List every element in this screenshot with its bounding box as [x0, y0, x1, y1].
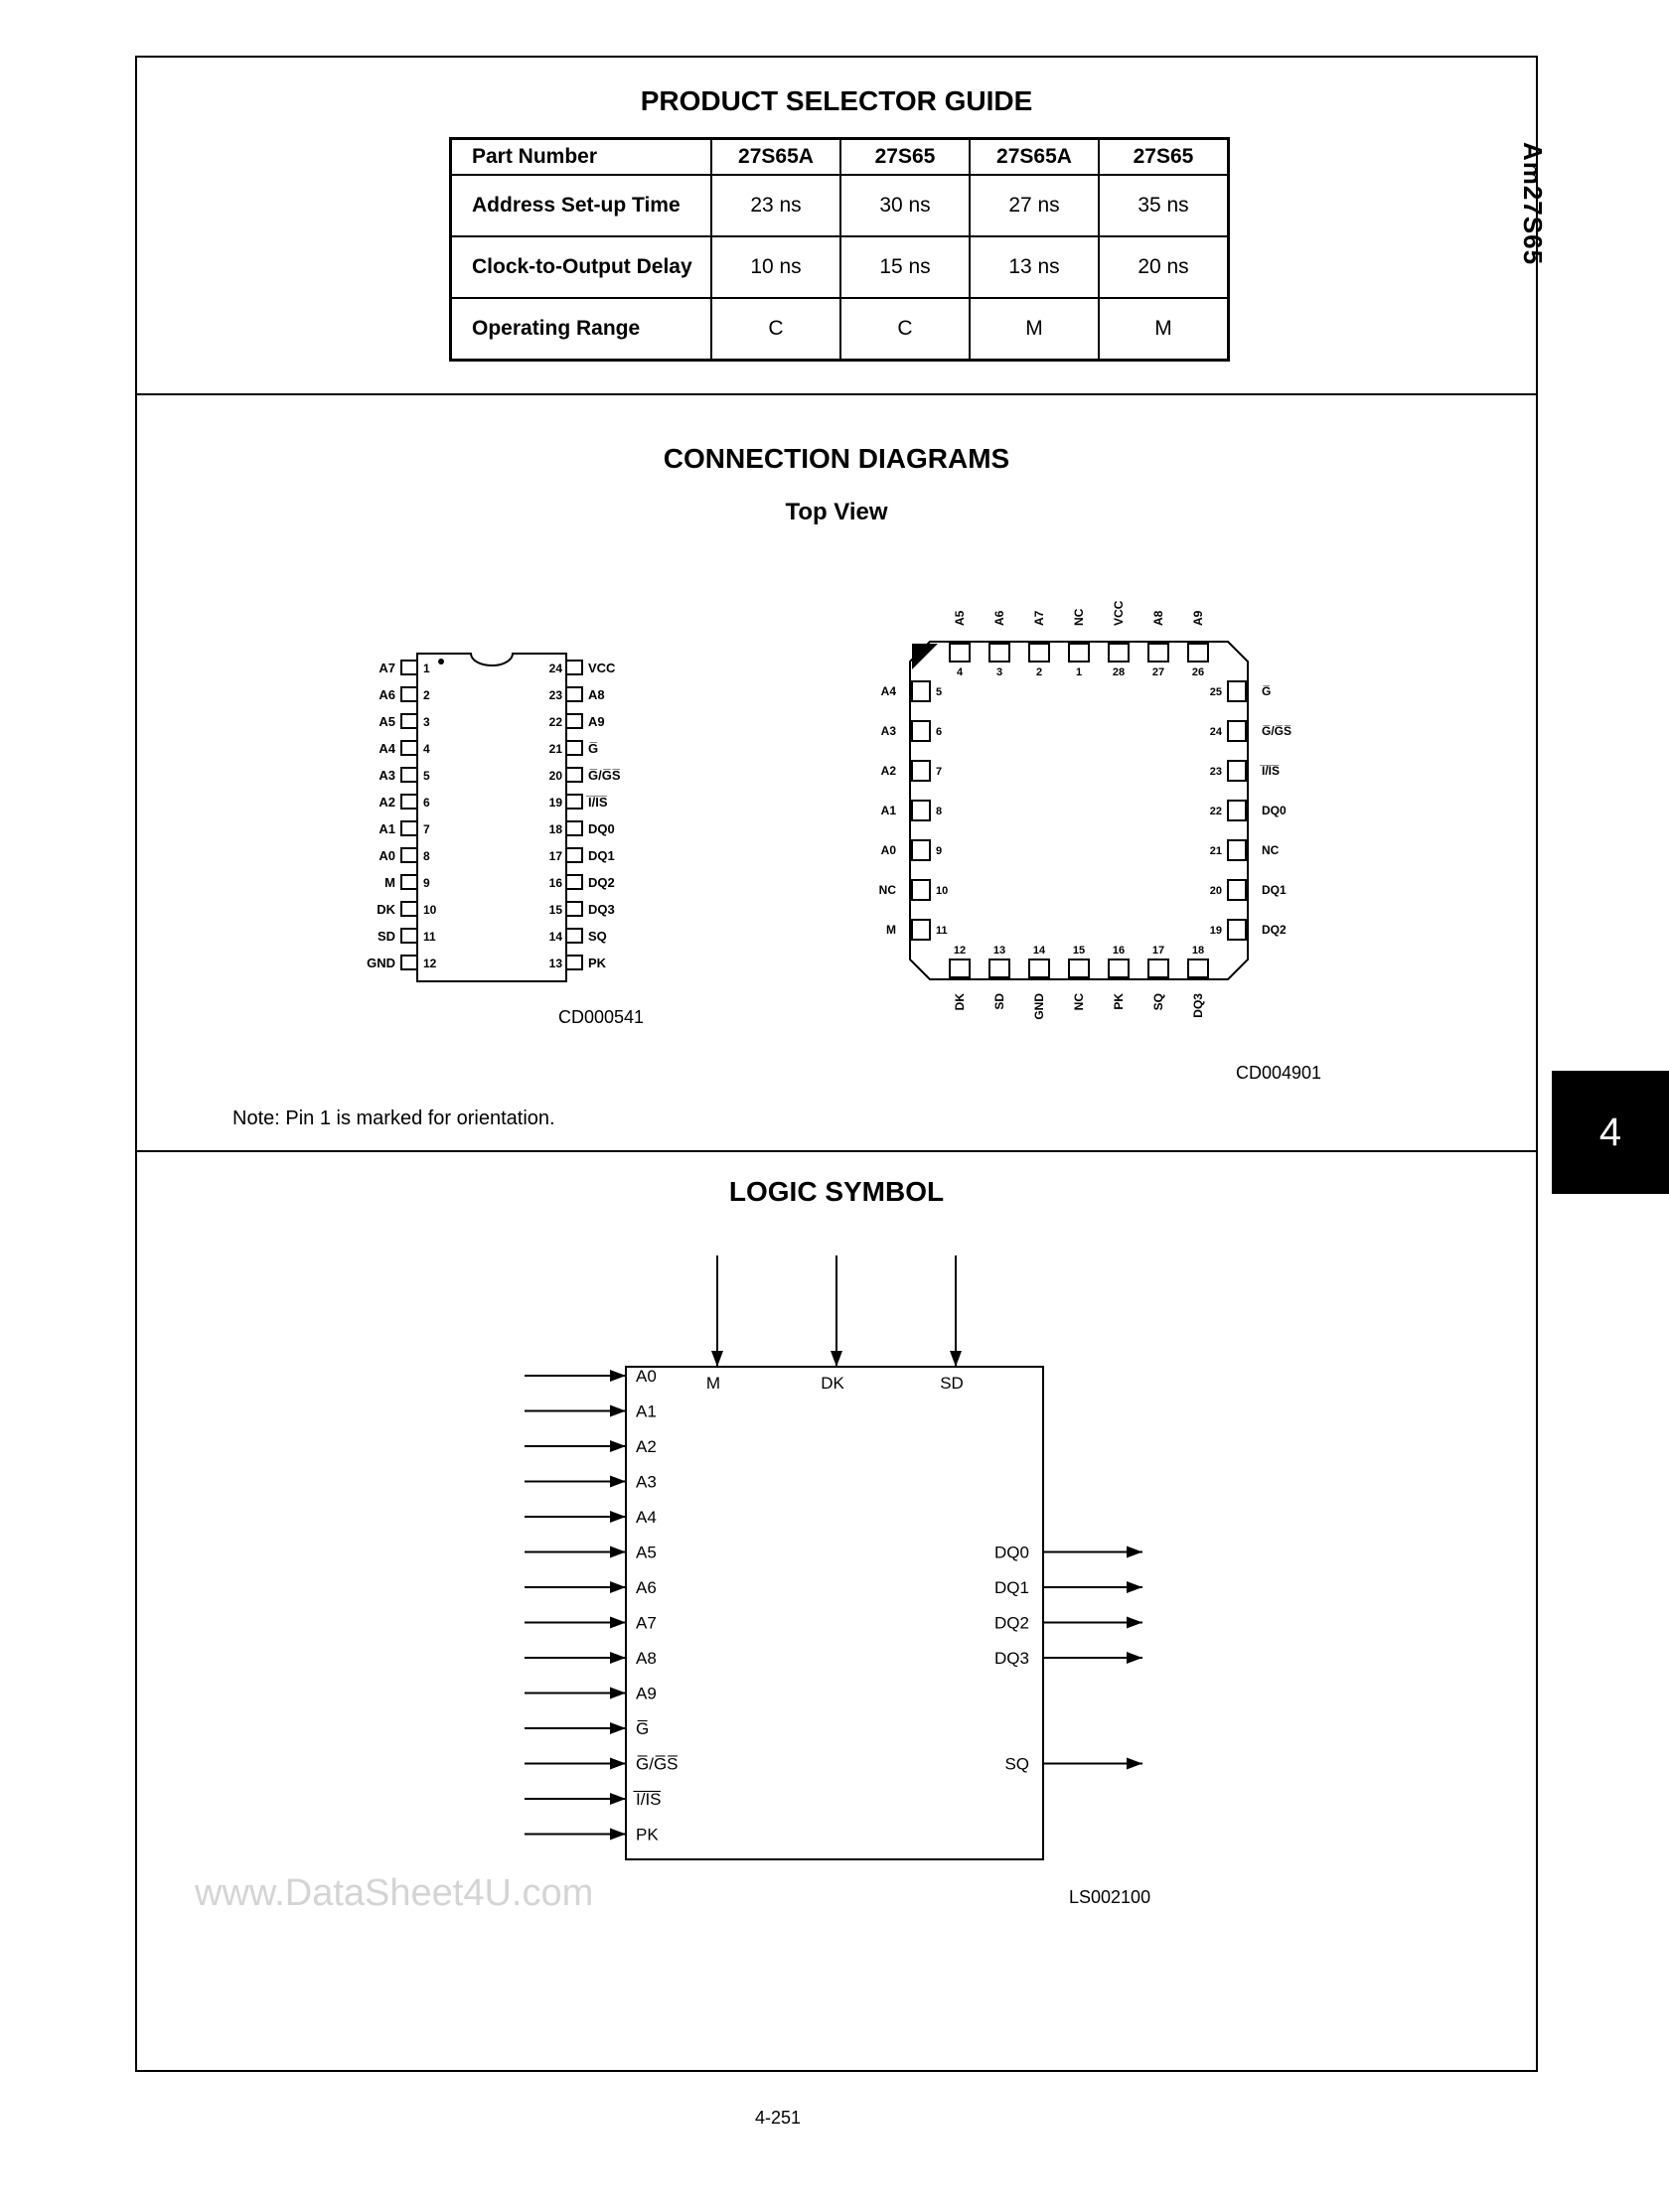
pin-number: 21 — [548, 742, 562, 756]
input-arrow-head — [711, 1351, 723, 1367]
pin-signal: G̅/G̅S̅ — [1262, 724, 1292, 738]
pin-signal: A8 — [1151, 610, 1165, 626]
selector-table — [449, 137, 1230, 362]
pin-number: 10 — [423, 903, 437, 917]
section-divider — [135, 393, 1538, 395]
pin-signal: SD — [992, 993, 1006, 1010]
lcc-pin — [1029, 644, 1049, 662]
row-label: Clock-to-Output Delay — [451, 236, 712, 298]
pin-number: 25 — [1209, 686, 1222, 698]
pin-number: 9 — [936, 845, 943, 857]
dip-pin — [401, 902, 417, 916]
input-label: A3 — [636, 1472, 657, 1492]
input-arrow-head — [950, 1351, 962, 1367]
table-cell: 23 ns — [711, 175, 840, 236]
pin-signal: A3 — [379, 768, 395, 783]
pin-signal: DQ3 — [588, 902, 615, 917]
lcc-pin — [912, 880, 930, 900]
lcc-pin — [1228, 920, 1246, 940]
output-label: DQ2 — [994, 1613, 1029, 1633]
logic-block — [626, 1367, 1043, 1859]
pin-number: 24 — [548, 662, 562, 675]
table-row — [451, 175, 1229, 236]
pin-number: 2 — [423, 688, 430, 702]
input-label: G̅/G̅S̅ — [636, 1754, 679, 1774]
pin-signal: A1 — [880, 804, 896, 817]
output-label: SQ — [1004, 1754, 1029, 1774]
section-tab: 4 — [1552, 1071, 1669, 1194]
input-arrow-head — [610, 1440, 626, 1452]
pin-signal: DQ2 — [1262, 923, 1287, 937]
page-number: 4-251 — [755, 2108, 802, 2128]
pin-signal: VCC — [1112, 600, 1126, 626]
pin-signal: GND — [1032, 993, 1046, 1020]
dip-pin — [566, 687, 582, 701]
dip-pin — [566, 956, 582, 969]
dip-pin — [566, 714, 582, 728]
table-header-row — [451, 139, 1229, 176]
input-label: A9 — [636, 1684, 657, 1703]
output-label: DQ1 — [994, 1578, 1029, 1597]
pin-number: 12 — [423, 957, 437, 970]
lcc-pin — [1069, 644, 1089, 662]
dip-diagram-code: CD000541 — [558, 1007, 645, 1027]
pin-signal: SD — [377, 929, 395, 944]
pin-signal: GND — [367, 956, 395, 970]
table-cell: 20 ns — [1099, 236, 1229, 298]
lcc-pin — [1228, 801, 1246, 820]
pin-number: 13 — [548, 957, 562, 970]
lcc-pin — [1228, 840, 1246, 860]
pin-number: 1 — [423, 662, 430, 675]
lcc-pin — [1188, 959, 1208, 977]
section-divider — [135, 1150, 1538, 1152]
row-label: Operating Range — [451, 298, 712, 361]
dip-package-diagram — [328, 636, 676, 1003]
pin-signal: A5 — [953, 610, 967, 626]
pin-signal: G̅ — [1262, 684, 1272, 698]
pin-number: 16 — [1112, 945, 1126, 957]
logic-diagram-code: LS002100 — [1069, 1887, 1151, 1907]
pin-signal: A6 — [992, 610, 1006, 626]
dip-pin — [401, 848, 417, 862]
input-arrow-head — [610, 1793, 626, 1805]
pin-signal: VCC — [588, 661, 616, 675]
pin-number: 9 — [423, 876, 430, 890]
dip-pin — [566, 741, 582, 755]
header-cell: 27S65A — [970, 139, 1099, 176]
pin-signal: DQ0 — [1262, 804, 1287, 817]
side-title: Am27S65 — [1518, 141, 1548, 266]
dip-pin — [401, 875, 417, 889]
input-arrow-head — [610, 1511, 626, 1523]
input-label: DK — [821, 1374, 844, 1393]
pin-signal: A2 — [880, 764, 896, 778]
dip-pin — [401, 795, 417, 809]
pin-signal: A0 — [880, 843, 896, 857]
input-arrow-head — [610, 1547, 626, 1558]
lcc-pin — [912, 761, 930, 781]
lcc-pin — [912, 920, 930, 940]
pin1-marker — [438, 659, 444, 664]
input-label: A0 — [636, 1367, 657, 1386]
pin-signal: A2 — [379, 795, 395, 810]
pin-number: 19 — [1209, 925, 1222, 937]
table-row — [451, 236, 1229, 298]
pin-signal: DQ1 — [588, 848, 615, 863]
pin-number: 5 — [423, 769, 430, 783]
logic-symbol-diagram — [497, 1242, 1192, 1877]
pin-number: 2 — [1035, 666, 1043, 678]
pin-signal: A7 — [1032, 610, 1046, 626]
table-cell: 30 ns — [840, 175, 970, 236]
pin-number: 16 — [548, 876, 562, 890]
pin-signal: M — [886, 923, 896, 937]
pin-signal: SQ — [588, 929, 607, 944]
lcc-pin — [912, 801, 930, 820]
lcc-pin — [1228, 681, 1246, 701]
output-arrow-head — [1127, 1652, 1142, 1664]
dip-pin — [401, 661, 417, 674]
dip-pin — [566, 795, 582, 809]
table-cell: C — [711, 298, 840, 361]
connection-subtitle: Top View — [785, 499, 888, 525]
pin-number: 13 — [992, 945, 1006, 957]
pin-number: 23 — [1209, 766, 1222, 778]
pin-signal: I̅/I̅S̅ — [1262, 764, 1281, 778]
table-cell: 10 ns — [711, 236, 840, 298]
dip-pin — [566, 902, 582, 916]
pin-number: 7 — [936, 766, 943, 778]
dip-pin — [566, 661, 582, 674]
input-arrow-head — [610, 1581, 626, 1593]
input-arrow-head — [610, 1652, 626, 1664]
dip-pin — [401, 821, 417, 835]
pin-signal: A9 — [588, 714, 605, 729]
input-arrow-head — [610, 1370, 626, 1382]
lcc-pin — [912, 681, 930, 701]
pin-signal: SQ — [1151, 993, 1165, 1011]
pin-signal: NC — [1262, 843, 1280, 857]
dip-pin — [401, 929, 417, 943]
header-cell: Part Number — [451, 139, 712, 176]
pin-signal: DK — [377, 902, 395, 917]
table-cell: M — [970, 298, 1099, 361]
pin-signal: DQ0 — [588, 821, 615, 836]
pin-number: 26 — [1191, 666, 1205, 678]
dip-pin — [401, 714, 417, 728]
input-arrow-head — [831, 1351, 842, 1367]
pin-signal: DQ1 — [1262, 883, 1287, 897]
input-arrow-head — [610, 1829, 626, 1841]
header-cell: 27S65A — [711, 139, 840, 176]
lcc-pin — [912, 721, 930, 741]
dip-pin — [566, 929, 582, 943]
dip-pin — [401, 741, 417, 755]
pin-number: 4 — [956, 666, 964, 678]
pin-signal: NC — [1072, 608, 1086, 626]
pin-number: 21 — [1209, 845, 1222, 857]
output-arrow-head — [1127, 1617, 1142, 1629]
lcc-pin — [912, 840, 930, 860]
lcc-pin — [1228, 721, 1246, 741]
output-label: DQ0 — [994, 1543, 1029, 1562]
input-label: I̅/I̅S̅ — [636, 1790, 662, 1809]
pin-signal: NC — [878, 883, 896, 897]
pin-number: 3 — [995, 666, 1003, 678]
pin-number: 14 — [1032, 945, 1046, 957]
pin-signal: PK — [588, 956, 607, 970]
pin-number: 7 — [423, 822, 430, 836]
lcc-pin — [1109, 959, 1129, 977]
dip-pin — [401, 956, 417, 969]
lcc-pin — [950, 644, 970, 662]
pin-signal: G̅/G̅S̅ — [588, 768, 621, 783]
dip-body — [417, 654, 566, 981]
lcc-pin — [1188, 644, 1208, 662]
pin-number: 22 — [1209, 806, 1222, 817]
input-label: PK — [636, 1825, 659, 1844]
lcc-pin — [1109, 644, 1129, 662]
pin-number: 24 — [1209, 726, 1222, 738]
lcc-pin — [950, 959, 970, 977]
input-label: G̅ — [636, 1719, 650, 1738]
pin-number: 3 — [423, 715, 430, 729]
pin-number: 15 — [548, 903, 562, 917]
pin-number: 19 — [548, 796, 562, 810]
pin-number: 20 — [1209, 885, 1222, 897]
pin-signal: PK — [1112, 993, 1126, 1010]
table-cell: 35 ns — [1099, 175, 1229, 236]
input-label: M — [705, 1374, 721, 1393]
lcc-pin — [1069, 959, 1089, 977]
pin-number: 15 — [1072, 945, 1086, 957]
input-label: A6 — [636, 1578, 657, 1597]
lcc-pin — [1148, 644, 1168, 662]
lcc-pin — [989, 959, 1009, 977]
pin-signal: A3 — [880, 724, 896, 738]
lcc-pin — [989, 644, 1009, 662]
pin-number: 5 — [936, 686, 943, 698]
dip-pin — [401, 768, 417, 782]
table-cell: 27 ns — [970, 175, 1099, 236]
pin-signal: I̅/I̅S̅ — [588, 795, 608, 810]
watermark: www.DataSheet4U.com — [195, 1872, 594, 1914]
output-arrow-head — [1127, 1581, 1142, 1593]
pin-signal: A4 — [880, 684, 896, 698]
pin-signal: A5 — [379, 714, 395, 729]
pin-signal: DQ3 — [1191, 993, 1205, 1018]
pin-signal: A0 — [379, 848, 395, 863]
pin-number: 6 — [423, 796, 430, 810]
header-cell: 27S65 — [1099, 139, 1229, 176]
pin-number: 22 — [548, 715, 562, 729]
input-arrow-head — [610, 1688, 626, 1699]
logic-title: LOGIC SYMBOL — [728, 1176, 945, 1207]
pin-number: 28 — [1112, 666, 1126, 678]
lcc-pin — [1228, 761, 1246, 781]
header-cell: 27S65 — [840, 139, 970, 176]
pin-signal: A1 — [379, 821, 395, 836]
output-arrow-head — [1127, 1547, 1142, 1558]
pin-signal: A4 — [379, 741, 395, 756]
output-arrow-head — [1127, 1758, 1142, 1770]
pin-signal: G̅ — [588, 741, 599, 756]
pin-number: 8 — [423, 849, 430, 863]
pin-signal: DK — [953, 993, 967, 1011]
pin-number: 6 — [936, 726, 943, 738]
output-label: DQ3 — [994, 1649, 1029, 1668]
pin-number: 11 — [423, 930, 436, 944]
pin-signal: DQ2 — [588, 875, 615, 890]
input-arrow-head — [610, 1405, 626, 1417]
lcc-pin — [1148, 959, 1168, 977]
lcc-package-diagram — [854, 586, 1351, 1053]
pin-number: 23 — [548, 688, 562, 702]
pin-number: 8 — [936, 806, 943, 817]
selector-title: PRODUCT SELECTOR GUIDE — [640, 85, 1033, 116]
connection-title: CONNECTION DIAGRAMS — [663, 443, 1010, 474]
pin-number: 17 — [1151, 945, 1165, 957]
pin-signal: A8 — [588, 687, 605, 702]
lcc-pin — [1228, 880, 1246, 900]
input-label: A1 — [636, 1401, 657, 1421]
pin-signal: A9 — [1191, 610, 1205, 626]
dip-pin — [566, 821, 582, 835]
pin-signal: A7 — [379, 661, 395, 675]
table-cell: C — [840, 298, 970, 361]
pin-number: 18 — [548, 822, 562, 836]
table-cell: 15 ns — [840, 236, 970, 298]
pin-signal: M — [384, 875, 395, 890]
pin-number: 1 — [1075, 666, 1083, 678]
input-label: A2 — [636, 1437, 657, 1456]
row-label: Address Set-up Time — [451, 175, 712, 236]
pin1-corner-marker — [912, 644, 938, 669]
pin-number: 17 — [548, 849, 562, 863]
dip-pin — [566, 875, 582, 889]
input-arrow-head — [610, 1617, 626, 1629]
pin-number: 10 — [936, 885, 949, 897]
input-label: SD — [940, 1374, 964, 1393]
dip-pin — [566, 848, 582, 862]
table-cell: M — [1099, 298, 1229, 361]
pin-signal: A6 — [379, 687, 395, 702]
input-label: A7 — [636, 1613, 657, 1633]
input-label: A8 — [636, 1649, 657, 1668]
input-label: A4 — [636, 1508, 657, 1527]
pin-signal: NC — [1072, 993, 1086, 1011]
table-cell: 13 ns — [970, 236, 1099, 298]
pin-number: 4 — [423, 742, 430, 756]
pin-number: 14 — [548, 930, 562, 944]
pin-number: 20 — [548, 769, 562, 783]
input-arrow-head — [610, 1722, 626, 1734]
pin-number: 11 — [936, 925, 948, 937]
lcc-pin — [1029, 959, 1049, 977]
pin-number: 18 — [1191, 945, 1205, 957]
input-label: A5 — [636, 1543, 657, 1562]
input-arrow-head — [610, 1758, 626, 1770]
dip-pin — [401, 687, 417, 701]
orientation-note: Note: Pin 1 is marked for orientation. — [232, 1107, 555, 1129]
pin-number: 27 — [1151, 666, 1165, 678]
table-row — [451, 298, 1229, 361]
pin-number: 12 — [953, 945, 967, 957]
input-arrow-head — [610, 1476, 626, 1488]
dip-pin — [566, 768, 582, 782]
lcc-body — [910, 642, 1248, 979]
lcc-diagram-code: CD004901 — [1236, 1063, 1322, 1083]
